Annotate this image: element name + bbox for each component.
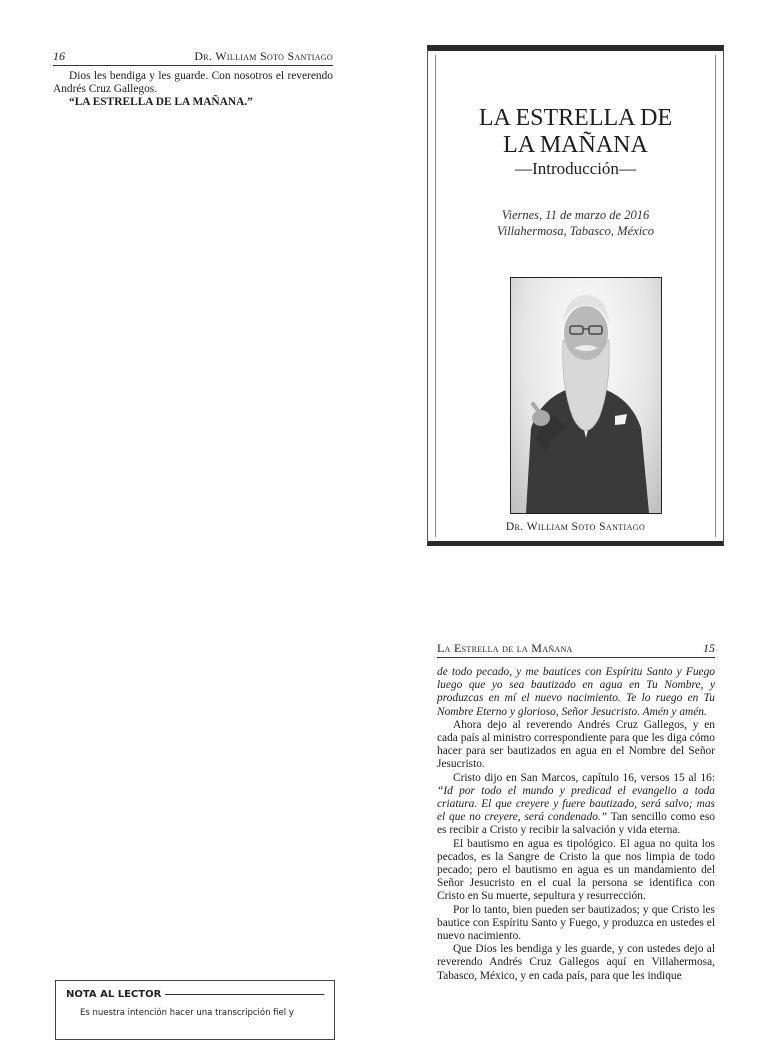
- right-running-header: [437, 641, 715, 658]
- right-paragraph-2: Ahora dejo al reverendo Andrés Cruz Gallegos, y en cada país al ministro correspondiente para que les diga cómo hacer para ser bautizados en agua en el Nombre del Señor Jesucristo.: [437, 718, 715, 771]
- reader-note-title: NOTA AL LECTOR: [66, 989, 162, 1000]
- cover-author: Dr. William Soto Santiago: [505, 521, 646, 533]
- left-body: [53, 70, 333, 110]
- right-paragraph-3: [437, 772, 715, 838]
- cover-title-line-2: LA MAÑANA: [503, 132, 648, 158]
- cover-subtitle: —Introducción—: [515, 159, 636, 178]
- right-running-head: La Estrella de la Mañana: [437, 641, 573, 655]
- left-page-number: 16: [53, 49, 65, 63]
- right-page-number: 15: [703, 641, 715, 655]
- portrait-illustration: [511, 278, 661, 513]
- book-cover: [427, 45, 724, 546]
- reader-note-box: [55, 980, 335, 1040]
- right-paragraph-1: de todo pecado, y me bautices con Espíritu Santo y Fuego luego que yo sea bautizado en agua en Tu Nombre, y produzcas en mí el nuevo nacimiento. Te lo ruego en Tu Nombre Eterno y glorioso, Señor Jesucristo. Amén y amén.: [437, 666, 715, 718]
- cover-title-line-1: LA ESTRELLA DE: [478, 105, 673, 131]
- cover-date: Viernes, 11 de marzo de 2016: [501, 208, 650, 222]
- right-body: [437, 666, 715, 983]
- reader-note-text: Es nuestra intención hacer una transcripción fiel y: [80, 1008, 294, 1018]
- right-paragraph-5: Por lo tanto, bien pueden ser bautizados; y que Cristo les bautice con Espíritu Santo y Fuego, y produzca en ustedes el nuevo nacimiento.: [437, 903, 715, 943]
- left-running-header: [53, 49, 333, 66]
- verse-reference: Cristo dijo en San Marcos, capítulo 16, versos 15 al 16:: [453, 771, 715, 784]
- cover-frame: [435, 55, 716, 537]
- left-paragraph-2: “LA ESTRELLA DE LA MAÑANA.”: [69, 96, 253, 109]
- cover-location: Villahermosa, Tabasco, México: [497, 224, 654, 238]
- verse-quote: “Id por todo el mundo y predicad el evangelio a toda criatura. El que creyere y fuere bautizado, será salvo; mas el que no creyere, será condenado.”: [437, 784, 715, 824]
- reader-note-rule: [165, 994, 324, 995]
- left-paragraph-1: Dios les bendiga y les guarde. Con nosotros el reverendo Andrés Cruz Gallegos.: [53, 70, 333, 96]
- right-paragraph-6: Que Dios les bendiga y les guarde, y con ustedes dejo al reverendo Andrés Cruz Gallegos aquí en Villahermosa, Tabasco, México, y en cada país, para que les indique: [437, 943, 715, 982]
- verse-comment: Tan sencillo como eso es recibir a Cristo y recibir la salvación y vida eterna.: [437, 811, 715, 837]
- right-paragraph-4: El bautismo en agua es tipológico. El agua no quita los pecados, es la Sangre de Cristo la que nos limpia de todo pecado; pero el bautismo en agua es un mandamiento del Señor Jesucristo en el cual la persona se identifica con Cristo en Su muerte, sepultura y resurrección.: [437, 837, 715, 903]
- left-running-head: Dr. William Soto Santiago: [194, 49, 333, 63]
- reader-note-heading: [66, 989, 324, 1000]
- author-portrait: [510, 277, 662, 514]
